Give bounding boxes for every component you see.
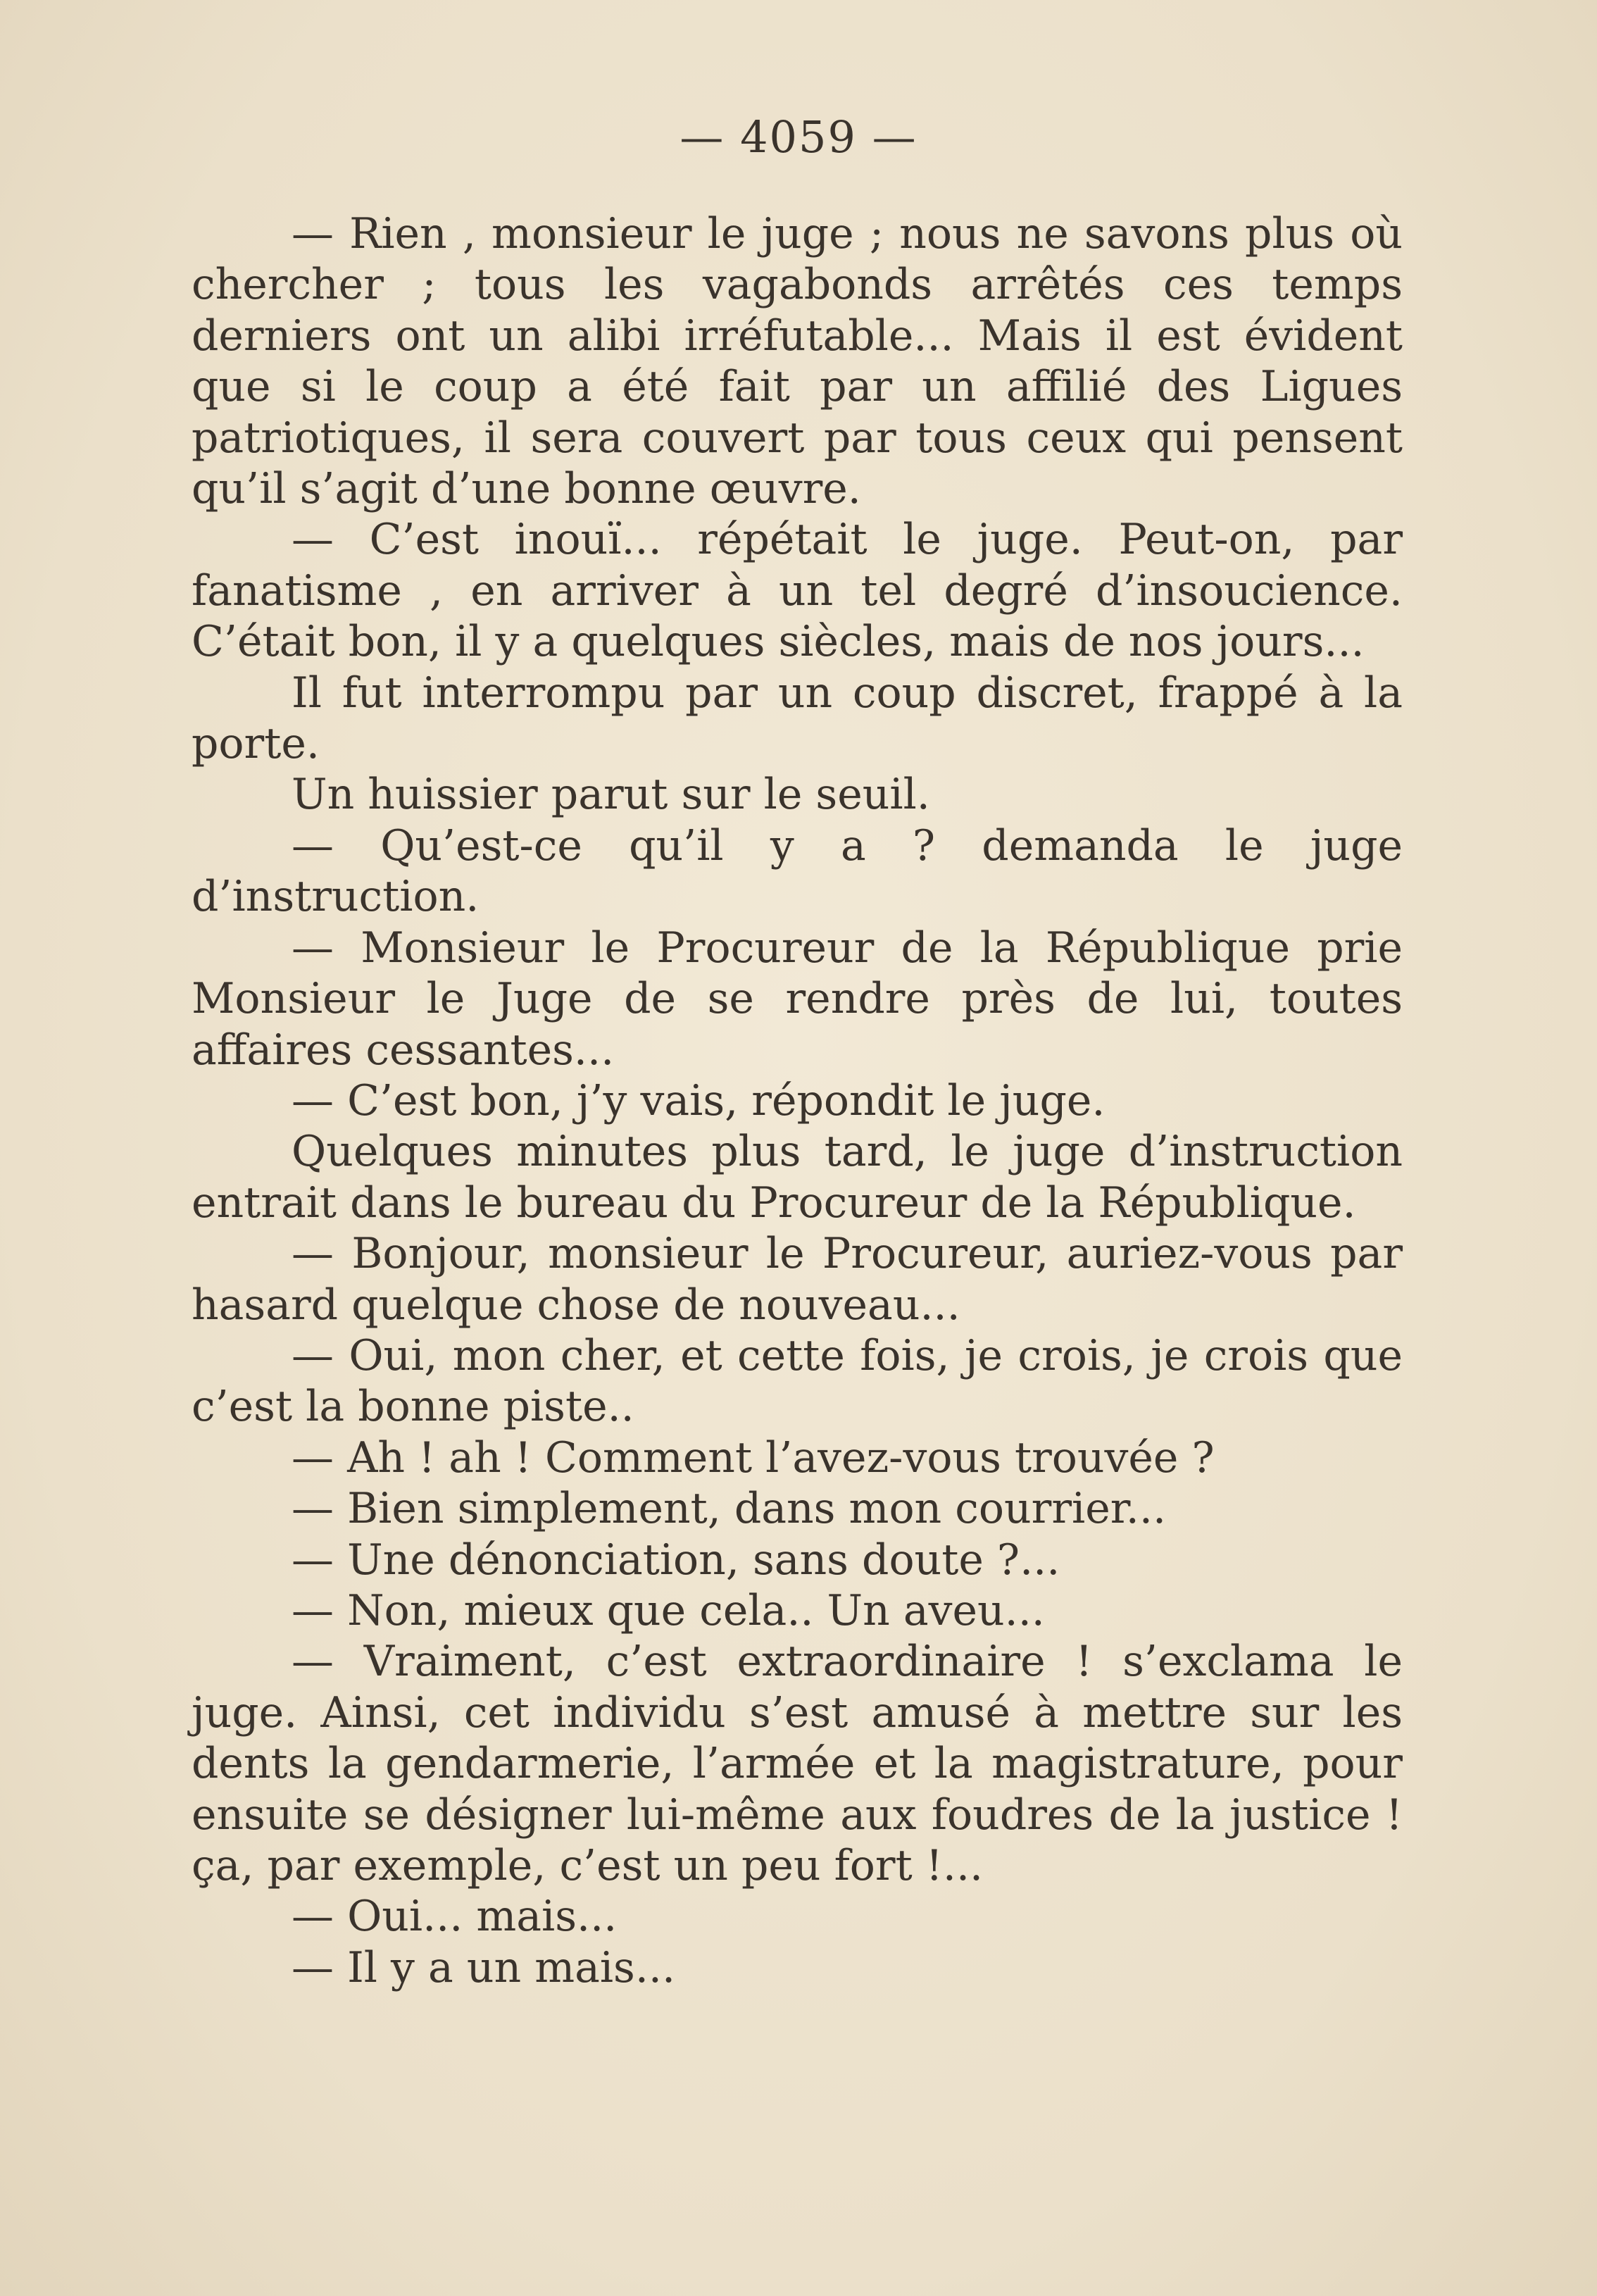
- paragraph: Il fut interrompu par un coup discret, frappé à la porte.: [192, 668, 1403, 769]
- paragraph: — Bonjour, monsieur le Procureur, auriez-vous par hasard quelque chose de nouveau...: [192, 1229, 1403, 1330]
- paragraph: — Bien simplement, dans mon courrier...: [292, 1484, 1167, 1534]
- paragraph: Quelques minutes plus tard, le juge d’instruction entrait dans le bureau du Procureur de la République.: [192, 1127, 1403, 1228]
- paragraph: — Il y a un mais...: [292, 1942, 676, 1992]
- paragraph: — Monsieur le Procureur de la République prie Monsieur le Juge de se rendre près de lui, toutes affaires cessantes...: [192, 923, 1403, 1075]
- paragraph: — Ah ! ah ! Comment l’avez-vous trouvée ?: [292, 1433, 1215, 1483]
- paragraph: — Rien , monsieur le juge ; nous ne savons plus où chercher ; tous les vagabonds arrêtés ces temps derniers ont un alibi irréfutable... Mais il est évident que si le coup a été fait par un affilié des Ligues patriotiques, il sera couvert par tous ceux qui pensent qu’il s’agit d’une bonne œuvre.: [192, 209, 1403, 514]
- paragraph: — C’est bon, j’y vais, répondit le juge.: [292, 1075, 1106, 1125]
- paragraph: — C’est inouï... répétait le juge. Peut-on, par fanatisme , en arriver à un tel degré d’insoucience. C’était bon, il y a quelques siècles, mais de nos jours...: [192, 515, 1403, 667]
- paragraph: — Oui... mais...: [292, 1892, 618, 1942]
- page-number: — 4059 —: [679, 111, 918, 163]
- paragraph: — Oui, mon cher, et cette fois, je crois, je crois que c’est la bonne piste..: [192, 1330, 1403, 1432]
- paragraph: — Non, mieux que cela.. Un aveu...: [292, 1585, 1045, 1635]
- body-text: [192, 208, 1403, 1993]
- paragraph: Un huissier parut sur le seuil.: [292, 770, 930, 820]
- paragraph: — Vraiment, c’est extraordinaire ! s’exclama le juge. Ainsi, cet individu s’est amusé à mettre sur les dents la gendarmerie, l’armée et la magistrature, pour ensuite se désigner lui-même aux foudres de la justice ! ça, par exemple, c’est un peu fort !...: [192, 1637, 1403, 1890]
- paragraph: — Une dénonciation, sans doute ?...: [292, 1535, 1060, 1585]
- paragraph: — Qu’est-ce qu’il y a ? demanda le juge d’instruction.: [192, 821, 1403, 922]
